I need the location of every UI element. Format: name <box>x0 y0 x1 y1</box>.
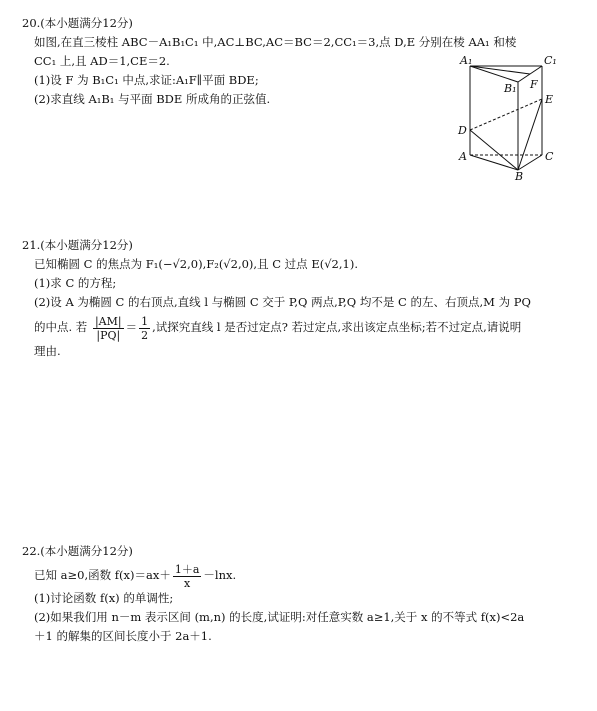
problem-22-statement <box>22 561 582 589</box>
problem-20-statement-line1: 如图,在直三棱柱 ABC－A₁B₁C₁ 中,AC⊥BC,AC＝BC＝2,CC₁＝3,点 D,E 分别在棱 AA₁ 和棱 <box>34 35 517 49</box>
fraction-one-plus-a-over-x <box>173 563 202 590</box>
fraction-pq: |PQ| <box>96 328 121 342</box>
edge-e-b <box>518 99 542 170</box>
label-b1: B₁ <box>504 82 517 95</box>
problem-22-question-2-line2: ＋1 的解集的区间长度小于 2a＋1. <box>34 629 212 643</box>
fraction-one: 1 <box>141 314 149 328</box>
problem-20-question-2: (2)求直线 A₁B₁ 与平面 BDE 所成角的正弦值. <box>34 92 271 106</box>
problem-22-statement-pre: 已知 a≥0,函数 f(x)＝ax＋ <box>34 568 171 582</box>
problem-21 <box>22 236 582 361</box>
problem-21-question-2-line1: (2)设 A 为椭圆 C 的右顶点,直线 l 与椭圆 C 交于 P,Q 两点,P,Q 均不是 C 的左、右顶点,M 为 PQ <box>34 295 531 309</box>
problem-21-q2-post: ,试探究直线 l 是否过定点? 若过定点,求出该定点坐标;若不过定点,请说明 <box>152 320 522 334</box>
problem-21-question-2-line2 <box>22 312 582 342</box>
fraction-am: |AM| <box>94 314 122 328</box>
edge-a1-f <box>470 66 530 74</box>
fraction-numerator: 1＋a <box>174 562 200 576</box>
label-b: B <box>515 170 524 182</box>
problem-22 <box>22 542 582 646</box>
edge-b-c <box>518 155 542 170</box>
problem-20-header: 20.(本小题满分12分) <box>22 16 133 30</box>
fraction-one-half <box>139 315 150 342</box>
problem-22-statement-post: －lnx. <box>203 568 237 582</box>
problem-21-question-2-line3: 理由. <box>34 344 61 358</box>
equals-sign: ＝ <box>125 320 138 334</box>
edge-d-b <box>470 130 518 170</box>
fraction-denominator: x <box>184 576 191 590</box>
prism-figure <box>448 52 568 182</box>
label-c1: C₁ <box>544 54 557 67</box>
problem-20-question-1: (1)设 F 为 B₁C₁ 中点,求证:A₁F∥平面 BDE; <box>34 73 259 87</box>
edge-a1-b1 <box>470 66 518 82</box>
problem-21-statement: 已知椭圆 C 的焦点为 F₁(−√2,0),F₂(√2,0),且 C 过点 E(√2,1). <box>34 257 358 271</box>
problem-22-header: 22.(本小题满分12分) <box>22 544 133 558</box>
fraction-two: 2 <box>141 328 149 342</box>
fraction-am-pq <box>93 315 124 342</box>
problem-22-question-2-line1: (2)如果我们用 n－m 表示区间 (m,n) 的长度,试证明:对任意实数 a≥1,关于 x 的不等式 f(x)<2a <box>34 610 525 624</box>
problem-22-question-1: (1)讨论函数 f(x) 的单调性; <box>34 591 174 605</box>
edge-d-e-hidden <box>470 99 542 130</box>
problem-20-statement-line2: CC₁ 上,且 AD＝1,CE＝2. <box>34 54 170 68</box>
problem-21-question-1: (1)求 C 的方程; <box>34 276 117 290</box>
label-a1: A₁ <box>460 54 473 67</box>
label-e: E <box>545 93 554 106</box>
problem-21-q2-pre: 的中点. 若 <box>34 320 88 334</box>
edge-a-b <box>470 155 518 170</box>
problem-21-header: 21.(本小题满分12分) <box>22 238 133 252</box>
label-a: A <box>459 150 467 163</box>
label-d: D <box>458 124 467 137</box>
label-f: F <box>530 78 538 91</box>
label-c: C <box>545 150 554 163</box>
